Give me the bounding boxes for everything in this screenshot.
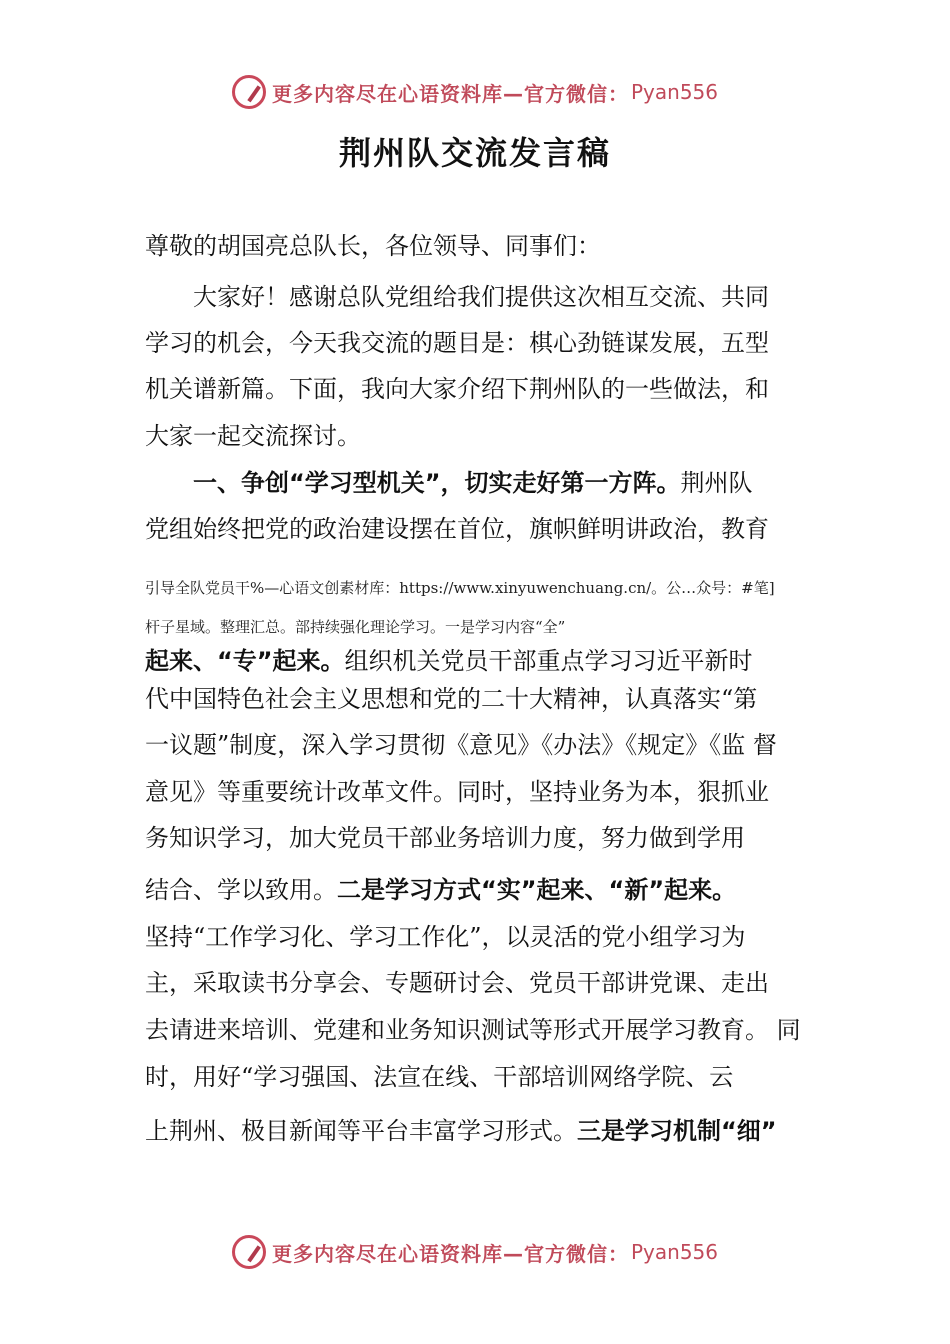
- paragraph-line: 大家好！感谢总队党组给我们提供这次相互交流、共同: [193, 283, 769, 311]
- watermark-text: 更多内容尽在心语资料库—官方微信：: [271, 81, 629, 106]
- paragraph-text: 荆州队: [680, 469, 753, 497]
- paragraph-text: 上荆州、极目新闻等平台丰富学习形式。: [145, 1117, 577, 1145]
- greeting-line: 尊敬的胡国亮总队长，各位领导、同事们：: [145, 232, 601, 260]
- paragraph-line: 意见》等重要统计改革文件。同时，坚持业务为本，狠抓业: [145, 778, 769, 806]
- paragraph-line: 代中国特色社会主义思想和党的二十大精神，认真落实“第: [145, 685, 758, 713]
- paragraph-line: 坚持“工作学习化、学习工作化”，以灵活的党小组学习为: [145, 923, 746, 951]
- bold-phrase: 起来、“专”起来。: [145, 647, 345, 675]
- paragraph-line: 主，采取读书分享会、专题研讨会、党员干部讲党课、走出: [145, 969, 769, 997]
- paragraph-line: 务知识学习，加大党员干部业务培训力度，努力做到学用: [145, 824, 745, 852]
- page-title: 荆州队交流发言稿: [338, 134, 611, 172]
- bold-phrase: 三是学习机制“细”: [577, 1117, 777, 1145]
- paragraph-text: 组织机关党员干部重点学习习近平新时: [344, 647, 753, 675]
- logo-icon: [232, 75, 266, 109]
- paragraph-line: 党组始终把党的政治建设摆在首位，旗帜鲜明讲政治，教育: [145, 515, 769, 543]
- watermark-banner-top: [0, 68, 950, 116]
- watermark-banner-bottom: [0, 1228, 950, 1276]
- paragraph-line: 学习的机会，今天我交流的题目是：棋心劲链谋发展，五型: [145, 329, 769, 357]
- logo-icon: [232, 1235, 266, 1269]
- section-heading-line: [193, 468, 753, 498]
- watermark-text: 更多内容尽在心语资料库—官方微信：: [271, 1241, 629, 1266]
- paragraph-line: 大家一起交流探讨。: [145, 422, 361, 450]
- paragraph-line: [145, 875, 736, 905]
- watermark-id: Pyan556: [630, 1240, 718, 1264]
- paragraph-text: 结合、学以致用。: [145, 876, 337, 904]
- paragraph-line: 机关谱新篇。下面，我向大家介绍下荆州队的一些做法，和: [145, 375, 769, 403]
- bold-phrase: 二是学习方式“实”起来、“新”起来。: [337, 876, 737, 904]
- paragraph-line: [145, 1116, 777, 1146]
- inserted-note-line: 引导全队党员干%—心语文创素材库：https://www.xinyuwenchuang.cn/。公…众号：#笔]: [145, 579, 775, 597]
- paragraph-line: 去请进来培训、党建和业务知识测试等形式开展学习教育。 同: [145, 1016, 801, 1044]
- watermark-id: Pyan556: [630, 80, 718, 104]
- paragraph-line: [145, 646, 753, 676]
- paragraph-line: 时，用好“学习强国、法宣在线、干部培训网络学院、云: [145, 1063, 734, 1091]
- paragraph-line: 一议题”制度，深入学习贯彻《意见》《办法》《规定》《监 督: [145, 731, 777, 759]
- inserted-note-line: 杆子星域。整理汇总。部持续强化理论学习。一是学习内容“全”: [145, 618, 566, 636]
- section-heading: 一、争创“学习型机关”，切实走好第一方阵。: [193, 469, 681, 497]
